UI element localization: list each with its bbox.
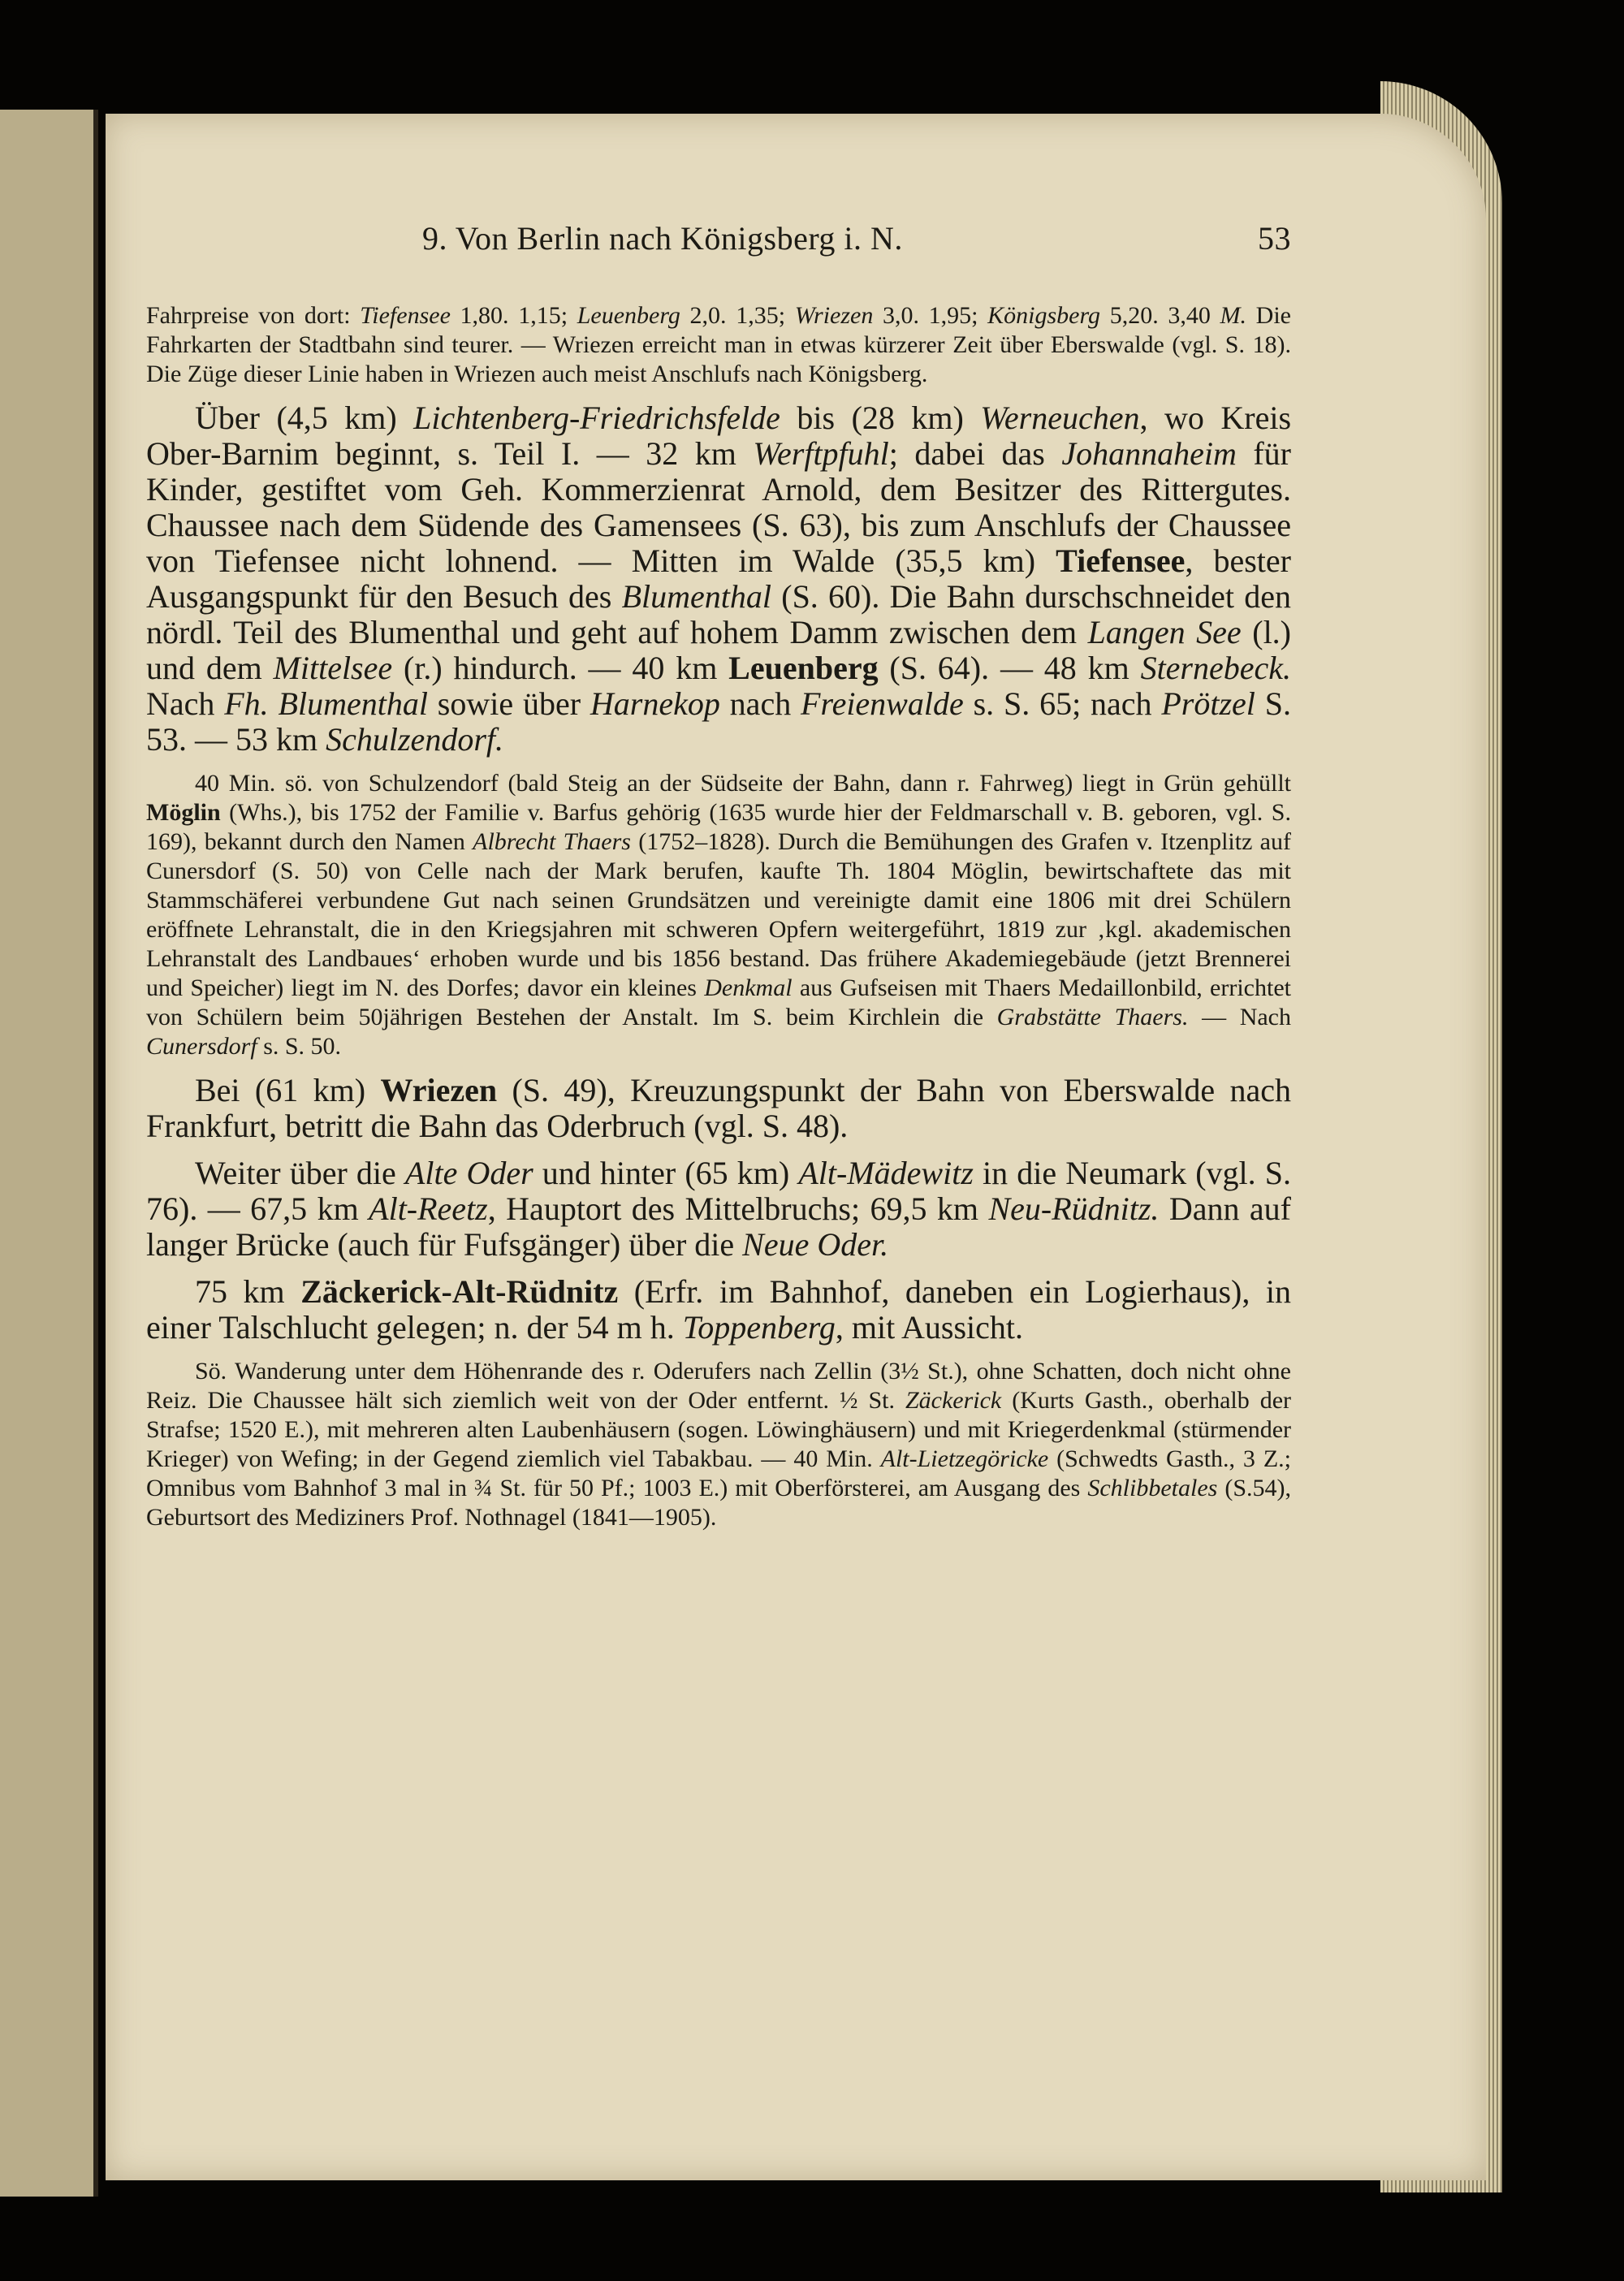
italic-place-name: Wriezen bbox=[794, 302, 874, 329]
italic-place-name: Alte Oder bbox=[404, 1155, 533, 1191]
text-segment: Nach bbox=[146, 685, 225, 722]
italic-place-name: Alt-Reetz bbox=[369, 1190, 488, 1227]
italic-place-name: Cunersdorf bbox=[146, 1033, 257, 1060]
text-segment: Über (4,5 km) bbox=[195, 400, 414, 436]
page-number: 53 bbox=[1258, 220, 1291, 257]
bold-place-name: Tiefensee bbox=[1056, 542, 1186, 579]
left-page-edge bbox=[0, 110, 98, 2197]
text-segment: 5,20. 3,40 bbox=[1100, 302, 1220, 329]
zellin-note bbox=[146, 1357, 1291, 1532]
text-segment: (S. 64). — 48 km bbox=[878, 650, 1141, 686]
text-segment: (l.) und dem bbox=[146, 614, 1291, 686]
italic-place-name: Werneuchen bbox=[980, 400, 1140, 436]
text-segment: 3,0. 1,95; bbox=[873, 302, 988, 329]
running-header bbox=[146, 219, 1291, 257]
text-segment: (Schwedts Gasth., 3 Z.; Omnibus vom Bahnhof 3 mal in ¾ St. für 50 Pf.; 1003 E.) mit Oberförsterei, am Ausgang des bbox=[146, 1445, 1291, 1501]
text-segment: , wo Kreis Ober-Barnim beginnt, s. Teil I. — 32 km bbox=[146, 400, 1292, 472]
text-segment: (1752–1828). Durch die Bemühungen des Grafen v. Itzenplitz auf Cunersdorf (S. 50) von Celle nach der Mark berufen, kaufte Th. 1804 Möglin, bewirtschaftete das mit Stammschäferei verbundene Gut nach seinen Grundsätzen und vereinigte damit eine 1806 mit drei Schülern eröffnete Lehranstalt, die in den Kriegsjahren mit schweren Opfern weitergeführt, 1819 zur ‚kgl. akademischen Lehranstalt des Landbaues‘ erhoben wurde und bis 1856 bestand. Das frühere Akademiegebäude (jetzt Brennerei und Speicher) liegt im N. des Dorfes; davor ein kleines bbox=[146, 828, 1291, 1001]
text-segment: bis (28 km) bbox=[780, 400, 981, 436]
italic-place-name: Schlibbetales bbox=[1087, 1475, 1218, 1501]
text-segment: 2,0. 1,35; bbox=[680, 302, 795, 329]
italic-place-name: Zäckerick bbox=[905, 1387, 1002, 1414]
italic-place-name: Grabstätte Thaers. bbox=[996, 1004, 1189, 1030]
italic-place-name: Werftpfuhl bbox=[753, 435, 889, 472]
italic-place-name: Prötzel bbox=[1161, 685, 1255, 722]
page-content bbox=[146, 219, 1291, 1532]
bold-place-name: Leuenberg bbox=[728, 650, 879, 686]
italic-place-name: Blumenthal bbox=[621, 578, 771, 615]
italic-place-name: Alt-Lietzegöricke bbox=[880, 1445, 1049, 1472]
text-segment: aus Gufseisen mit Thaers Medaillonbild, errichtet von Schülern beim 50jährigen Bestehen der Anstalt. Im S. beim Kirchlein die bbox=[146, 974, 1291, 1030]
italic-place-name: Schulzendorf. bbox=[326, 721, 503, 758]
italic-place-name: Tiefensee bbox=[360, 302, 451, 329]
text-segment: 1,80. 1,15; bbox=[450, 302, 577, 329]
text-segment: nach bbox=[719, 685, 801, 722]
chapter-title: 9. Von Berlin nach Königsberg i. N. bbox=[422, 220, 903, 257]
text-segment: (Kurts Gasth., oberhalb der Strafse; 1520 E.), mit mehreren alten Laubenhäusern (sogen. Löwinghäusern) und mit Kriegerdenkmal (stürmender Krieger) von Wefing; in der Gegend ziemlich viel Tabakbau. — 40 Min. bbox=[146, 1387, 1291, 1472]
text-segment: für Kinder, gestiftet vom Geh. Kommerzienrat Arnold, dem Besitzer des Rittergutes. Chaussee nach dem Südende des Gamensees (S. 63), bis zum Anschlufs der Chaussee von Tiefensee nicht lohnend. — Mitten im Walde (35,5 km) bbox=[146, 435, 1292, 579]
text-segment: ; dabei das bbox=[888, 435, 1062, 472]
italic-place-name: Alt-Mädewitz bbox=[798, 1155, 974, 1191]
italic-place-name: Sternebeck. bbox=[1140, 650, 1292, 686]
text-segment: , bester Ausgangspunkt für den Besuch des bbox=[146, 542, 1291, 615]
bold-place-name: Möglin bbox=[146, 799, 221, 826]
italic-place-name: Toppenberg bbox=[682, 1309, 836, 1346]
text-segment: (Whs.), bis 1752 der Familie v. Barfus gehörig (1635 wurde hier der Feldmarschall v. B. geboren, vgl. S. 169), bekannt durch den Namen bbox=[146, 799, 1291, 855]
italic-place-name: Freienwalde bbox=[801, 685, 964, 722]
text-segment: s. S. 50. bbox=[257, 1033, 342, 1060]
route-paragraph-2 bbox=[146, 1073, 1291, 1144]
text-segment: (S. 60). Die Bahn durschschneidet den nördl. Teil des Blumenthal und geht auf hohem Damm zwischen dem bbox=[146, 578, 1291, 650]
text-segment: Fahrpreise von dort: bbox=[146, 302, 361, 329]
italic-place-name: Leuenberg bbox=[577, 302, 680, 329]
text-segment: s. S. 65; nach bbox=[963, 685, 1162, 722]
italic-place-name: Königsberg bbox=[987, 302, 1101, 329]
text-segment: Weiter über die bbox=[195, 1155, 405, 1191]
text-segment: (S.54), Geburtsort des Mediziners Prof. Nothnagel (1841—1905). bbox=[146, 1475, 1291, 1531]
text-segment: Bei (61 km) bbox=[195, 1072, 381, 1108]
text-segment: , mit Aussicht. bbox=[835, 1309, 1024, 1346]
text-segment: 75 km bbox=[195, 1273, 301, 1310]
text-segment: (r.) hindurch. — 40 km bbox=[392, 650, 729, 686]
italic-place-name: Lichtenberg-Friedrichsfelde bbox=[413, 400, 780, 436]
italic-place-name: M. bbox=[1220, 302, 1247, 329]
text-segment: S. 53. — 53 km bbox=[146, 685, 1292, 758]
text-segment: (Erfr. im Bahnhof, daneben ein Logierhaus), in einer Talschlucht gelegen; n. der 54 m h. bbox=[146, 1273, 1291, 1346]
text-segment: Die Fahrkarten der Stadtbahn sind teurer. — Wriezen erreicht man in etwas kürzerer Zeit über Eberswalde (vgl. S. 18). Die Züge dieser Linie haben in Wriezen auch meist Anschlufs nach Königsberg. bbox=[146, 302, 1291, 387]
text-segment: in die Neumark (vgl. S. 76). — 67,5 km bbox=[146, 1155, 1291, 1227]
italic-place-name: Harnekop bbox=[590, 685, 720, 722]
italic-place-name: Mittelsee bbox=[273, 650, 393, 686]
bold-place-name: Zäckerick-Alt-Rüdnitz bbox=[300, 1273, 619, 1310]
italic-place-name: Albrecht Thaers bbox=[473, 828, 631, 855]
fare-note bbox=[146, 301, 1291, 389]
text-segment: Sö. Wanderung unter dem Höhenrande des r. Oderufers nach Zellin (3½ St.), ohne Schatten, doch nicht ohne Reiz. Die Chaussee hält sich ziemlich weit von der Oder entfernt. ½ St. bbox=[146, 1358, 1291, 1414]
text-segment: sowie über bbox=[427, 685, 590, 722]
route-paragraph-4 bbox=[146, 1274, 1291, 1346]
route-paragraph-1 bbox=[146, 400, 1291, 758]
text-segment: (S. 49), Kreuzungspunkt der Bahn von Eberswalde nach Frankfurt, betritt die Bahn das Oderbruch (vgl. S. 48). bbox=[146, 1072, 1291, 1144]
italic-place-name: Fh. Blumenthal bbox=[224, 685, 428, 722]
text-segment: — Nach bbox=[1188, 1004, 1291, 1030]
italic-place-name: Neue Oder. bbox=[742, 1226, 889, 1263]
text-segment: , Hauptort des Mittelbruchs; 69,5 km bbox=[487, 1190, 989, 1227]
italic-place-name: Johannaheim bbox=[1061, 435, 1237, 472]
italic-place-name: Neu-Rüdnitz. bbox=[988, 1190, 1160, 1227]
text-segment: 40 Min. sö. von Schulzendorf (bald Steig an der Südseite der Bahn, dann r. Fahrweg) liegt in Grün gehüllt bbox=[195, 770, 1291, 797]
route-paragraph-3 bbox=[146, 1156, 1291, 1263]
italic-place-name: Denkmal bbox=[704, 974, 793, 1001]
italic-place-name: Langen See bbox=[1087, 614, 1242, 650]
moeglin-note bbox=[146, 769, 1291, 1061]
text-segment: Dann auf langer Brücke (auch für Fufsgänger) über die bbox=[146, 1190, 1292, 1263]
bold-place-name: Wriezen bbox=[380, 1072, 498, 1108]
text-segment: und hinter (65 km) bbox=[533, 1155, 799, 1191]
